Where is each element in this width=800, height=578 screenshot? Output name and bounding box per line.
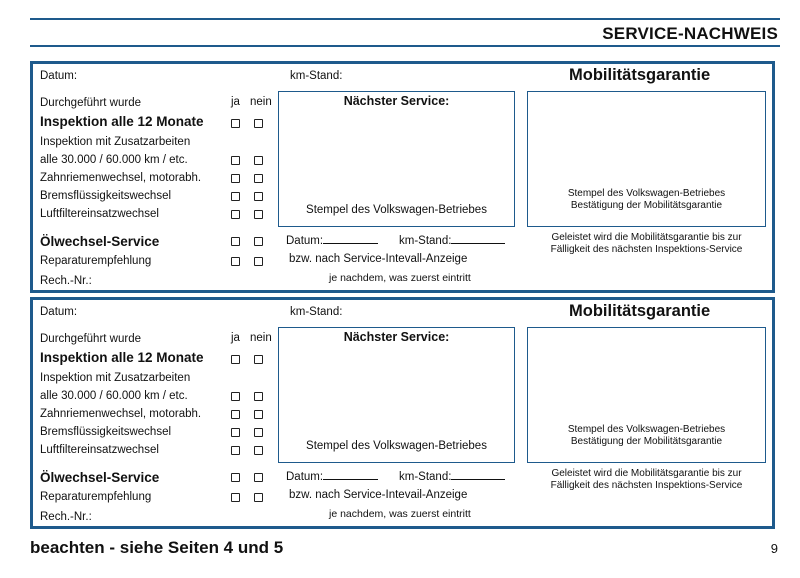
mobilitaetsgarantie-title: Mobilitätsgarantie	[569, 66, 711, 84]
mobilitaet-stamp-line-2: Bestätigung der Mobilitätsgarantie	[570, 200, 723, 211]
bremsfluessigkeit-label: Bremsflüssigkeitswechsel	[40, 190, 172, 202]
header-rule-top	[30, 18, 780, 20]
rechnungsnummer-label: Rech.-Nr.:	[40, 275, 92, 287]
zusatz-label: Inspektion mit Zusatzarbeiten	[40, 372, 191, 384]
next-datum-line	[323, 470, 378, 480]
next-datum-field[interactable]	[286, 470, 378, 483]
mobilitaet-note-line-2: Fälligkeit des nächsten Inspektions-Service	[550, 480, 743, 491]
luftfilter-nein-checkbox[interactable]	[254, 446, 263, 455]
mobilitaet-note-line-2: Fälligkeit des nächsten Inspektions-Service	[550, 244, 743, 255]
nein-label: nein	[250, 332, 272, 344]
header-rule-bottom	[30, 45, 780, 47]
bremsfluessigkeit-ja-checkbox[interactable]	[231, 428, 240, 437]
next-km-label: km-Stand:	[399, 235, 452, 247]
next-datum-field[interactable]	[286, 234, 378, 247]
mobilitaet-note	[527, 232, 766, 256]
next-km-field[interactable]	[399, 470, 505, 483]
datum-label: Datum:	[40, 306, 78, 318]
km-stand-label: km-Stand:	[290, 70, 343, 82]
inspektion-ja-checkbox[interactable]	[231, 355, 240, 364]
durchgefuehrt-label: Durchgeführt wurde	[40, 333, 141, 345]
nein-label: nein	[250, 96, 272, 108]
km-intervall-ja-checkbox[interactable]	[231, 392, 240, 401]
mobilitaet-stamp-box	[527, 327, 766, 463]
ja-label: ja	[231, 332, 240, 344]
oelwechsel-label: Ölwechsel-Service	[40, 470, 160, 485]
bzw-label: bzw. nach Service-Intevall-Anzeige	[289, 253, 468, 265]
km-intervall-label: alle 30.000 / 60.000 km / etc.	[40, 154, 188, 166]
bzw-label: bzw. nach Service-Intevail-Anzeige	[289, 489, 468, 501]
rechnungsnummer-label: Rech.-Nr.:	[40, 511, 92, 523]
zahnriemen-label: Zahnriemenwechsel, motorabh.	[40, 172, 202, 184]
reparatur-nein-checkbox[interactable]	[254, 493, 263, 502]
next-datum-label: Datum:	[286, 235, 324, 247]
naechster-service-title: Nächster Service:	[343, 330, 450, 344]
next-km-line	[451, 470, 505, 480]
reparatur-label: Reparaturempfehlung	[40, 255, 152, 267]
inspektion-ja-checkbox[interactable]	[231, 119, 240, 128]
ja-label: ja	[231, 96, 240, 108]
zahnriemen-nein-checkbox[interactable]	[254, 410, 263, 419]
luftfilter-label: Luftfiltereinsatzwechsel	[40, 444, 159, 456]
service-record-card-2	[30, 297, 775, 529]
vw-stamp-label: Stempel des Volkswagen-Betriebes	[306, 204, 487, 216]
bremsfluessigkeit-nein-checkbox[interactable]	[254, 428, 263, 437]
inspektion-label: Inspektion alle 12 Monate	[40, 350, 204, 365]
datum-label: Datum:	[40, 70, 78, 82]
je-nachdem-label: je nachdem, was zuerst eintritt	[329, 272, 471, 284]
page-number: 9	[770, 541, 778, 556]
page-title: SERVICE-NACHWEIS	[602, 24, 778, 43]
km-intervall-nein-checkbox[interactable]	[254, 156, 263, 165]
oelwechsel-nein-checkbox[interactable]	[254, 237, 263, 246]
inspektion-nein-checkbox[interactable]	[254, 119, 263, 128]
naechster-service-title: Nächster Service:	[343, 94, 450, 108]
luftfilter-ja-checkbox[interactable]	[231, 446, 240, 455]
mobilitaet-stamp-line-1: Stempel des Volkswagen-Betriebes	[567, 424, 726, 435]
km-intervall-ja-checkbox[interactable]	[231, 156, 240, 165]
zahnriemen-label: Zahnriemenwechsel, motorabh.	[40, 408, 202, 420]
km-intervall-nein-checkbox[interactable]	[254, 392, 263, 401]
bremsfluessigkeit-label: Bremsflüssigkeitswechsel	[40, 426, 172, 438]
zahnriemen-ja-checkbox[interactable]	[231, 410, 240, 419]
luftfilter-label: Luftfiltereinsatzwechsel	[40, 208, 159, 220]
zahnriemen-nein-checkbox[interactable]	[254, 174, 263, 183]
inspektion-nein-checkbox[interactable]	[254, 355, 263, 364]
mobilitaetsgarantie-title: Mobilitätsgarantie	[569, 302, 711, 320]
durchgefuehrt-label: Durchgeführt wurde	[40, 97, 141, 109]
luftfilter-nein-checkbox[interactable]	[254, 210, 263, 219]
next-datum-line	[323, 234, 378, 244]
next-km-field[interactable]	[399, 234, 505, 247]
next-km-label: km-Stand:	[399, 471, 452, 483]
vw-stamp-label: Stempel des Volkswagen-Betriebes	[306, 440, 487, 452]
oelwechsel-label: Ölwechsel-Service	[40, 234, 160, 249]
oelwechsel-ja-checkbox[interactable]	[231, 237, 240, 246]
luftfilter-ja-checkbox[interactable]	[231, 210, 240, 219]
reparatur-label: Reparaturempfehlung	[40, 491, 152, 503]
mobilitaet-stamp-text	[528, 188, 765, 212]
reparatur-nein-checkbox[interactable]	[254, 257, 263, 266]
mobilitaet-stamp-text	[528, 424, 765, 448]
mobilitaet-stamp-box	[527, 91, 766, 227]
reparatur-ja-checkbox[interactable]	[231, 257, 240, 266]
zusatz-label: Inspektion mit Zusatzarbeiten	[40, 136, 191, 148]
service-record-card-1	[30, 61, 775, 293]
footer-note: beachten - siehe Seiten 4 und 5	[30, 538, 284, 557]
inspektion-label: Inspektion alle 12 Monate	[40, 114, 204, 129]
mobilitaet-note	[527, 468, 766, 492]
km-intervall-label: alle 30.000 / 60.000 km / etc.	[40, 390, 188, 402]
reparatur-ja-checkbox[interactable]	[231, 493, 240, 502]
je-nachdem-label: je nachdem, was zuerst eintritt	[329, 508, 471, 520]
bremsfluessigkeit-ja-checkbox[interactable]	[231, 192, 240, 201]
next-datum-label: Datum:	[286, 471, 324, 483]
km-stand-label: km-Stand:	[290, 306, 343, 318]
mobilitaet-stamp-line-1: Stempel des Volkswagen-Betriebes	[567, 188, 726, 199]
naechster-service-box	[278, 91, 515, 227]
next-km-line	[451, 234, 505, 244]
oelwechsel-ja-checkbox[interactable]	[231, 473, 240, 482]
mobilitaet-note-line-1: Geleistet wird die Mobilitätsgarantie bis zur	[551, 232, 742, 243]
oelwechsel-nein-checkbox[interactable]	[254, 473, 263, 482]
mobilitaet-note-line-1: Geleistet wird die Mobilitätsgarantie bis zur	[551, 468, 742, 479]
bremsfluessigkeit-nein-checkbox[interactable]	[254, 192, 263, 201]
mobilitaet-stamp-line-2: Bestätigung der Mobilitätsgarantie	[570, 436, 723, 447]
naechster-service-box	[278, 327, 515, 463]
zahnriemen-ja-checkbox[interactable]	[231, 174, 240, 183]
